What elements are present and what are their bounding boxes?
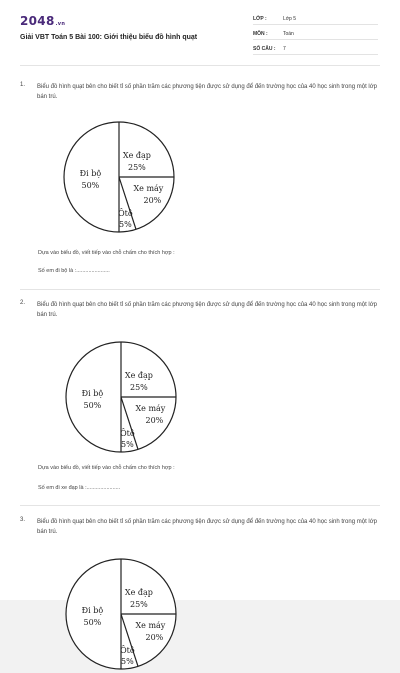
header-divider: [20, 65, 380, 66]
pie-slice-label: Xe máy: [135, 404, 166, 413]
pie-slice-label: Xe đạp: [124, 588, 153, 598]
pie-slice-value: 5%: [121, 657, 134, 667]
pie-slice-value: 5%: [119, 220, 132, 230]
pie-slice-value: 25%: [128, 163, 146, 173]
question-divider: [20, 505, 380, 506]
meta-value: Lớp 5: [283, 16, 297, 22]
meta-key: SỐ CÂU :: [253, 46, 276, 52]
question-text: Biểu đồ hình quạt bên cho biết tỉ số phần trăm các phương tiện được sử dụng để đến trường học của 40 học sinh trong một lớp bán trú.: [37, 302, 378, 318]
pie-slice-label: Ôtô: [120, 429, 135, 439]
site-logo[interactable]: [20, 14, 65, 28]
pie-slice-label: Ôtô: [120, 646, 135, 656]
pie-slice-label: Đi bộ: [81, 389, 104, 398]
page-header: [0, 0, 400, 60]
logo-suffix: .vn: [55, 21, 66, 27]
meta-row-count: [253, 44, 378, 55]
meta-key: LỚP :: [253, 16, 267, 22]
question-number: 3.: [20, 517, 26, 523]
pie-slice-value: 50%: [81, 181, 100, 190]
page-title: Giải VBT Toán 5 Bài 100: Giới thiệu biểu đồ hình quạt: [20, 34, 198, 41]
question-2-instruction: Dựa vào biểu đồ, viết tiếp vào chỗ chấm cho thích hợp :: [38, 465, 175, 471]
pie-slice-label: Xe đạp: [122, 151, 151, 161]
pie-slice-label: Xe máy: [133, 184, 164, 193]
pie-chart-3: [62, 555, 180, 673]
pie-slice-label: Đi bộ: [79, 169, 102, 178]
pie-slice-value: 20%: [145, 633, 164, 642]
pie-slice-label: Đi bộ: [81, 606, 104, 615]
question-text: Biểu đồ hình quạt bên cho biết tỉ số phần trăm các phương tiện được sử dụng để đến trường học của 40 học sinh trong một lớp bán trú.: [37, 519, 378, 535]
question-text: Biểu đồ hình quạt bên cho biết tỉ số phần trăm các phương tiện được sử dụng để đến trường học của 40 học sinh trong một lớp bán trú.: [37, 84, 378, 100]
pie-slice-value: 20%: [145, 416, 164, 425]
meta-value: Toán: [283, 31, 294, 37]
logo-text: 2048: [20, 14, 55, 28]
pie-slice-value: 5%: [121, 440, 134, 450]
question-1-answer-line[interactable]: Số em đi bộ là :......................: [38, 268, 110, 274]
question-2-answer-line[interactable]: Số em đi xe đạp là :......................: [38, 485, 121, 491]
pie-slice-value: 20%: [143, 196, 162, 205]
question-number: 1.: [20, 82, 26, 88]
pie-slice-value: 25%: [130, 600, 148, 610]
pie-slice-label: Xe đạp: [124, 371, 153, 381]
pie-chart-2: [62, 338, 180, 456]
meta-row-class: [253, 14, 378, 25]
question-1-instruction: Dựa vào biểu đồ, viết tiếp vào chỗ chấm cho thích hợp :: [38, 250, 175, 256]
pie-slice-value: 25%: [130, 383, 148, 393]
pie-slice-value: 50%: [83, 618, 102, 627]
pie-slice-label: Xe máy: [135, 621, 166, 630]
meta-value: 7: [283, 46, 286, 52]
meta-row-subject: [253, 29, 378, 40]
question-number: 2.: [20, 300, 26, 306]
question-divider: [20, 289, 380, 290]
meta-key: MÔN :: [253, 31, 268, 37]
pie-chart-1: [60, 118, 178, 236]
pie-slice-value: 50%: [83, 401, 102, 410]
pie-slice-label: Ôtô: [118, 209, 133, 219]
